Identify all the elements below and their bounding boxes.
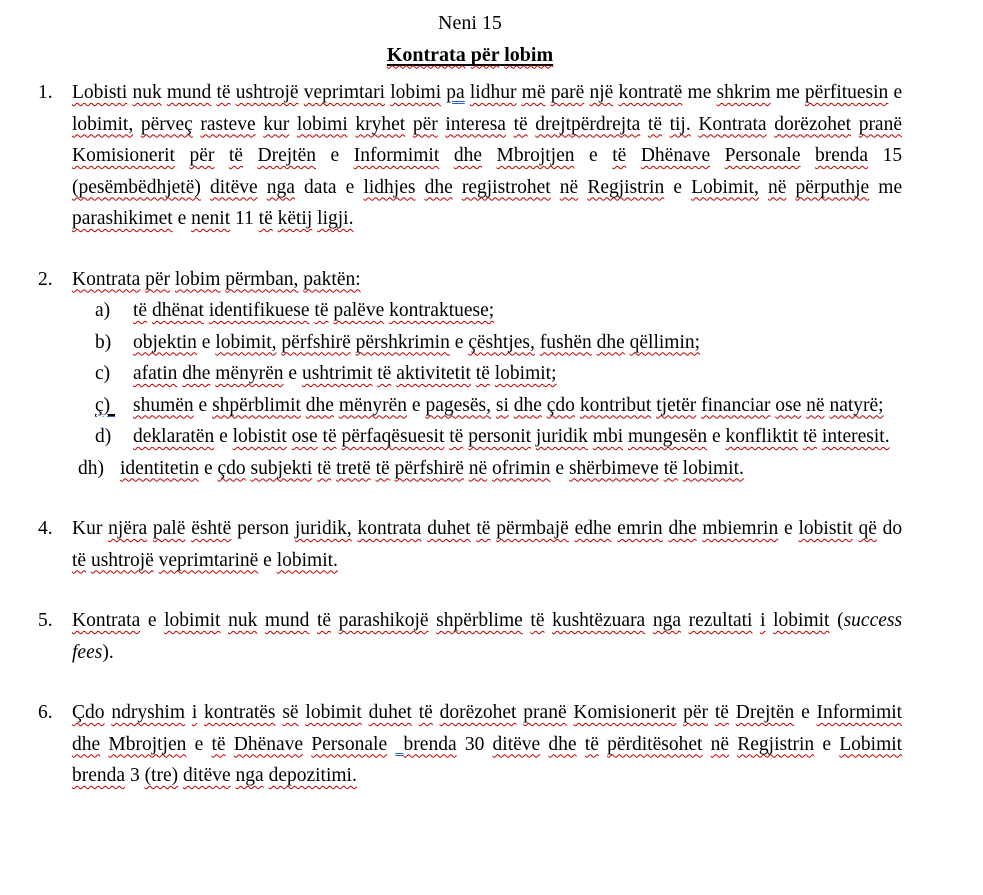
subitem-letter: b) — [95, 331, 112, 353]
misspelled-word: mungesën — [628, 426, 708, 447]
misspelled-word: më — [521, 82, 546, 103]
list-item — [38, 77, 902, 235]
misspelled-word: Komisionerit — [573, 702, 677, 723]
misspelled-word: të — [375, 457, 390, 479]
misspelled-word: dhe — [513, 394, 542, 416]
misspelled-word: të — [211, 733, 226, 755]
misspelled-word: për — [683, 702, 709, 723]
misspelled-word: interesit. — [821, 426, 890, 447]
item-text — [72, 605, 902, 668]
misspelled-word: kushtëzuara — [552, 610, 646, 631]
word: e — [411, 394, 421, 416]
misspelled-word: të — [802, 426, 818, 447]
misspelled-word: tretë — [336, 457, 371, 479]
grammar-flagged-text — [95, 395, 115, 416]
misspelled-word: shumën — [133, 394, 194, 416]
item-text — [72, 77, 902, 235]
misspelled-word: lidhur — [469, 82, 517, 103]
misspelled-word: (tre) — [144, 765, 179, 786]
misspelled-word: lidhjes — [363, 176, 416, 198]
misspelled-word: identitetin — [120, 457, 200, 479]
misspelled-word: përditësohet — [607, 733, 703, 755]
misspelled-word: të — [612, 145, 627, 166]
misspelled-word: në — [559, 176, 579, 198]
misspelled-word: të — [663, 457, 678, 479]
word: e — [203, 457, 213, 479]
misspelled-word: lobimit, — [215, 331, 277, 353]
misspelled-word: të — [418, 702, 433, 723]
misspelled-word: Lobisti — [72, 82, 128, 103]
misspelled-word: duhet — [368, 702, 412, 723]
misspelled-word: ditëve — [492, 733, 541, 755]
item-number: 6. — [38, 702, 53, 723]
misspelled-word: përshkrimin — [355, 331, 450, 353]
misspelled-word: dhe — [424, 176, 453, 198]
misspelled-word: kontratë — [618, 82, 683, 103]
misspelled-word: pagesës, — [425, 394, 491, 416]
italic-text: success fees — [72, 610, 903, 663]
word: e — [784, 518, 793, 539]
misspelled-word: përmban, — [225, 268, 299, 290]
misspelled-word: të — [530, 610, 545, 631]
misspelled-word: pranë — [523, 702, 567, 723]
misspelled-word: mënyrën — [215, 363, 284, 384]
misspelled-word: dhënat — [151, 300, 204, 321]
misspelled-word: lobistit — [232, 426, 287, 447]
misspelled-word: i — [760, 610, 766, 631]
misspelled-word: përfituesin — [804, 82, 889, 103]
misspelled-word: nuk — [132, 82, 162, 103]
word: e — [263, 549, 272, 571]
grammar-flagged-text: pa — [446, 82, 465, 103]
misspelled-word: regjistrohet — [461, 176, 551, 198]
word: e — [194, 733, 204, 755]
misspelled-word: ditëve — [209, 176, 258, 198]
misspelled-word: të — [377, 363, 392, 384]
word: e — [589, 145, 598, 166]
misspelled-word: Informimit — [816, 702, 903, 723]
misspelled-word: nga — [652, 610, 681, 631]
misspelled-word: dhe — [182, 363, 211, 384]
misspelled-word: përfshirë — [394, 457, 464, 479]
list-item — [38, 264, 902, 485]
misspelled-word: dhe — [305, 394, 334, 416]
misspelled-word: (pesëmbëdhjetë) — [72, 176, 201, 198]
misspelled-word: lobimit, — [72, 113, 134, 135]
misspelled-word: identifikuese — [208, 300, 310, 321]
misspelled-word: në — [710, 733, 730, 755]
misspelled-word: lobistit — [798, 518, 853, 539]
subtitle-text — [387, 44, 553, 66]
misspelled-word: pranë — [858, 113, 902, 135]
misspelled-word: dhe — [72, 733, 101, 755]
word: e — [345, 176, 355, 198]
word: e — [801, 702, 810, 723]
misspelled-word: kontrata — [357, 518, 422, 539]
misspelled-word: personit — [468, 426, 532, 447]
misspelled-word: veprimtari — [303, 82, 385, 103]
misspelled-word: kontraktuese; — [389, 300, 495, 321]
misspelled-word: Informimit — [353, 145, 440, 166]
word: e — [198, 394, 208, 416]
misspelled-word: lobimit — [773, 610, 830, 631]
misspelled-word: parë — [550, 82, 585, 103]
misspelled-word: shpërblime — [436, 610, 523, 631]
misspelled-word: çdo — [217, 457, 246, 479]
list-item — [38, 513, 902, 576]
misspelled-word: interesa — [445, 113, 506, 135]
misspelled-word: të — [476, 518, 491, 539]
misspelled-word: i — [191, 702, 198, 723]
misspelled-word: Regjistrin — [587, 176, 665, 198]
item-number: 5. — [38, 610, 53, 631]
misspelled-word: tij. — [669, 113, 691, 135]
misspelled-word: Personale — [311, 733, 388, 755]
misspelled-word: Çdo — [72, 702, 105, 723]
misspelled-word: ditëve — [183, 765, 231, 786]
misspelled-word: financiar — [701, 394, 771, 416]
misspelled-word: të — [216, 82, 231, 103]
word: e — [711, 426, 721, 447]
misspelled-word: ushtrojë — [235, 82, 299, 103]
misspelled-word: mund — [166, 82, 212, 103]
misspelled-word: palë — [152, 518, 186, 539]
misspelled-word: që — [858, 518, 877, 539]
word: e — [201, 331, 211, 353]
misspelled-word: qëllimin; — [629, 331, 701, 353]
misspelled-word: shkrim — [716, 82, 771, 103]
misspelled-word: shërbimeve — [568, 457, 659, 479]
misspelled-word: të — [449, 426, 464, 447]
item-number: 1. — [38, 82, 53, 103]
misspelled-word: të — [322, 426, 337, 447]
misspelled-word: Lobimit, — [691, 176, 759, 198]
word: 30 — [464, 733, 485, 755]
subitem — [95, 421, 902, 453]
misspelled-word: dhe — [548, 733, 577, 755]
word: Kur — [72, 518, 103, 539]
subitem-letter: c) — [95, 363, 111, 384]
misspelled-word: aktivitetit — [396, 363, 471, 384]
misspelled-word: këtij — [277, 208, 313, 229]
item-text — [72, 264, 902, 296]
misspelled-word: të — [314, 300, 329, 321]
misspelled-word: mbi — [592, 426, 624, 447]
misspelled-word: edhe — [574, 518, 612, 539]
misspelled-word: kontratës — [204, 702, 276, 723]
misspelled-word: nuk — [228, 610, 258, 631]
misspelled-word: njëra — [108, 518, 148, 539]
misspelled-word: konfliktit — [725, 426, 799, 447]
misspelled-word: lobimi — [390, 82, 442, 103]
subitem-letter — [95, 390, 133, 422]
article-subtitle — [38, 40, 902, 72]
misspelled-word: mënyrën — [338, 394, 408, 416]
misspelled-word: brenda — [815, 145, 869, 166]
misspelled-word: lobimit — [305, 702, 362, 723]
misspelled-word: të — [513, 113, 528, 135]
misspelled-word: kur — [263, 113, 290, 135]
word: ( — [837, 610, 844, 631]
misspelled-word: mbiemrin — [702, 518, 779, 539]
grammar-flagged-text — [395, 734, 403, 755]
list-item — [38, 697, 902, 792]
misspelled-word: Mbrojtjen — [108, 733, 187, 755]
word: me — [775, 82, 800, 103]
item-text — [72, 513, 902, 576]
misspelled-word: Personale — [724, 145, 801, 166]
misspelled-word: të — [316, 610, 332, 631]
misspelled-word: dhe — [596, 331, 625, 353]
word: do — [882, 518, 903, 539]
misspelled-word: lobim — [174, 268, 221, 290]
subitem — [95, 295, 902, 327]
misspelled-word: depozitimi. — [268, 765, 357, 786]
misspelled-word: të — [258, 208, 273, 229]
misspelled-word: brenda — [403, 733, 457, 755]
word: e — [330, 145, 340, 166]
misspelled-word: të — [133, 300, 148, 321]
misspelled-word: Kontrata — [386, 43, 466, 66]
misspelled-word: Komisionerit — [72, 145, 175, 166]
word: e — [673, 176, 683, 198]
misspelled-word: përfshirë — [281, 331, 351, 353]
misspelled-word: Kontrata — [72, 610, 141, 631]
word: e — [288, 363, 298, 384]
word: e — [822, 733, 832, 755]
misspelled-word: dorëzohet — [774, 113, 852, 135]
misspelled-word: paktën: — [303, 268, 361, 290]
word: person — [237, 518, 290, 539]
subitem-letter: dh) — [78, 457, 104, 479]
subitem — [95, 358, 902, 390]
word: e — [177, 208, 187, 229]
misspelled-word: ose — [291, 426, 318, 447]
misspelled-word: të — [72, 549, 87, 571]
misspelled-word: ofrimin — [492, 457, 551, 479]
misspelled-word: deklaratën — [133, 426, 215, 447]
misspelled-word: lobim — [504, 43, 554, 66]
subitem-letter: d) — [95, 426, 112, 447]
misspelled-word: përmbajë — [496, 518, 569, 539]
word: 11 — [235, 208, 254, 229]
misspelled-word: lobimi — [296, 113, 348, 135]
item-text — [72, 697, 902, 792]
misspelled-word: Dhënave — [640, 145, 711, 166]
misspelled-word: Kontrata — [72, 268, 141, 290]
item-body — [72, 605, 902, 668]
item-body — [72, 513, 902, 576]
word: e — [219, 426, 228, 447]
misspelled-word: lobimit; — [494, 363, 557, 384]
word: 3 — [129, 765, 140, 786]
misspelled-word: përfaqësuesit — [341, 426, 445, 447]
misspelled-word: si — [495, 394, 509, 416]
word: e — [147, 610, 157, 631]
misspelled-word: Mbrojtjen — [496, 145, 575, 166]
article-title: Neni 15 — [438, 12, 502, 34]
misspelled-word: dorëzohet — [439, 702, 517, 723]
misspelled-word: Regjistrin — [737, 733, 815, 755]
misspelled-word: për — [412, 113, 438, 135]
misspelled-word: ushtrimit — [301, 363, 373, 384]
misspelled-word: duhet — [427, 518, 471, 539]
misspelled-word: rezultati — [688, 610, 753, 631]
subitem — [95, 390, 902, 422]
misspelled-word: lobimit — [164, 610, 221, 631]
item-body — [72, 697, 902, 792]
misspelled-word: objektin — [133, 331, 197, 353]
misspelled-word: të — [228, 145, 243, 166]
misspelled-word: së — [282, 702, 299, 723]
misspelled-word: nenit — [191, 208, 231, 229]
misspelled-word: në — [767, 176, 787, 198]
misspelled-word: parashikojë — [338, 610, 429, 631]
misspelled-word: nga — [266, 176, 295, 198]
misspelled-word: Dhënave — [233, 733, 304, 755]
misspelled-word: afatin — [133, 363, 178, 384]
word: 15 — [882, 145, 903, 166]
misspelled-word: veprimtarinë — [158, 549, 259, 571]
misspelled-word: Drejtën — [257, 145, 316, 166]
misspelled-word: një — [589, 82, 614, 103]
misspelled-word: Drejtën — [735, 702, 795, 723]
misspelled-word: dhe — [668, 518, 697, 539]
item-number: 2. — [38, 268, 53, 290]
article-body — [38, 77, 902, 792]
misspelled-word: lobimit. — [276, 549, 338, 571]
item-number: 4. — [38, 518, 53, 539]
word: ). — [102, 641, 114, 663]
misspelled-word: të — [475, 363, 490, 384]
misspelled-word: në — [806, 394, 825, 416]
item-body — [72, 264, 902, 485]
misspelled-word: fushën — [539, 331, 592, 353]
misspelled-word: të — [714, 702, 729, 723]
misspelled-word: shpërblimit — [212, 394, 301, 416]
misspelled-word: ligji. — [317, 208, 354, 229]
misspelled-word: nga — [235, 765, 264, 786]
misspelled-word: kontribut — [579, 394, 652, 416]
misspelled-word: kryhet — [355, 113, 406, 135]
subitem — [78, 453, 902, 485]
misspelled-word: të — [647, 113, 662, 135]
list-item — [38, 605, 902, 668]
misspelled-word: subjekti — [250, 457, 313, 479]
misspelled-word: lobimit. — [682, 457, 744, 479]
misspelled-word: çështjes, — [468, 331, 535, 353]
misspelled-word: në — [468, 457, 488, 479]
misspelled-word: ushtrojë — [90, 549, 154, 571]
misspelled-word: juridik, — [294, 518, 352, 539]
word: e — [555, 457, 565, 479]
misspelled-word: Lobimit — [839, 733, 903, 755]
word: me — [687, 82, 712, 103]
misspelled-word: natyrë; — [829, 394, 884, 416]
subitem-letter: a) — [95, 300, 111, 321]
misspelled-word: ose — [775, 394, 802, 416]
word: e — [454, 331, 464, 353]
word: e — [893, 82, 903, 103]
misspelled-word: tjetër — [656, 394, 697, 416]
misspelled-word: të — [317, 457, 332, 479]
misspelled-word: juridik — [535, 426, 588, 447]
misspelled-word: përputhje — [795, 176, 870, 198]
misspelled-word: drejtpërdrejta — [535, 113, 641, 135]
underlined-letter: ç) — [95, 394, 116, 416]
item-body — [72, 77, 902, 235]
misspelled-word: emrin — [617, 518, 663, 539]
misspelled-word: Kontrata — [698, 113, 767, 135]
misspelled-word: brenda — [72, 765, 126, 786]
misspelled-word: për — [189, 145, 215, 166]
misspelled-word: çdo — [546, 394, 575, 416]
misspelled-word: parashikimet — [72, 208, 173, 229]
word: data — [304, 176, 337, 198]
misspelled-word: është — [191, 518, 232, 539]
misspelled-word: palëve — [333, 300, 385, 321]
misspelled-word: ndryshim — [111, 702, 185, 723]
word: me — [878, 176, 903, 198]
misspelled-word: për — [145, 268, 171, 290]
misspelled-word: për — [470, 43, 500, 66]
misspelled-word: përveç — [140, 113, 193, 135]
misspelled-word: rasteve — [200, 113, 256, 135]
subitem — [95, 327, 902, 359]
misspelled-word: të — [584, 733, 599, 755]
misspelled-word: mund — [264, 610, 310, 631]
misspelled-word: dhe — [453, 145, 482, 166]
